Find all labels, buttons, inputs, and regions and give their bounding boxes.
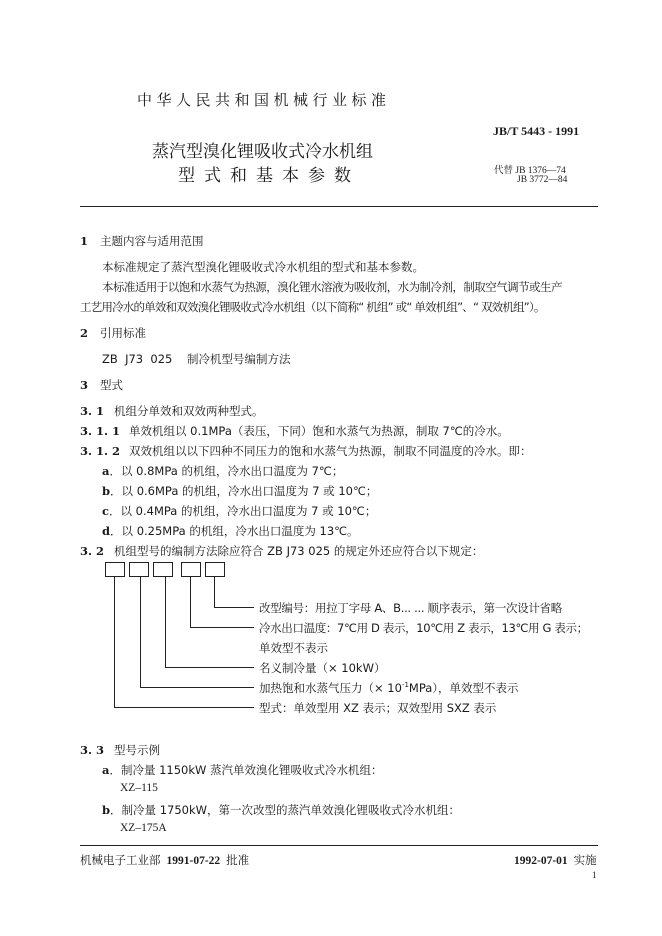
approval-info (80, 852, 249, 868)
document-title-line1: 蒸汽型溴化锂吸收式冷水机组 (152, 142, 373, 162)
section-2-heading (80, 325, 146, 341)
footer-divider (80, 845, 598, 846)
implementation-info (514, 852, 597, 868)
list-item-text: ．以 0.4MPa 的机组，冷水出口温度为 7 或 10℃； (109, 504, 377, 518)
example-text: ．制冷量 1150kW 蒸汽单效溴化锂吸收式冷水机组： (109, 763, 383, 777)
list-item-text: ．以 0.25MPa 的机组，冷水出口温度为 13℃。 (110, 524, 359, 538)
model-box-capacity (153, 562, 173, 577)
leader-line (114, 577, 115, 707)
clause-number: 3. 1. 2 (80, 444, 121, 458)
leader-line (140, 577, 141, 687)
replaces-standard-1: 代替 JB 1376—74 (494, 166, 566, 176)
leader-line (190, 627, 254, 628)
diagram-label-capacity: 名义制冷量（× 10kW） (259, 661, 386, 675)
list-item-label: d (102, 524, 111, 538)
leader-line (165, 667, 254, 668)
clause-number: 3. 3 (80, 743, 105, 757)
clause-text: 机组型号的编制方法除应符合 ZB J73 025 的规定外还应符合以下规定： (114, 544, 484, 558)
implementation-word: 实施 (573, 853, 597, 867)
clause-number: 3. 1. 1 (80, 424, 121, 438)
example-a-model: XZ–115 (120, 782, 158, 794)
list-item-label: a (102, 464, 110, 478)
diagram-label-modification: 改型编号：用拉丁字母 A、B... ... 顺序表示，第一次设计省略 (259, 601, 562, 615)
section-title: 型式 (100, 378, 124, 392)
pressure-label-exponent: -1 (401, 681, 409, 690)
list-item (102, 503, 376, 519)
standard-number: JB/T 5443 - 1991 (493, 124, 580, 138)
clause-3-1-1 (80, 423, 509, 439)
list-item (102, 483, 377, 499)
clause-3-1 (80, 403, 264, 419)
replaces-standard-2: JB 3772—84 (517, 175, 568, 185)
clause-3-1-2 (80, 443, 532, 459)
referenced-standard: ZB J73 025 制冷机型号编制方法 (102, 352, 291, 366)
leader-line (214, 607, 254, 608)
clause-text: 双效机组以以下四种不同压力的饱和水蒸气为热源，制取不同温度的冷水。即： (129, 444, 532, 458)
diagram-label-pressure (259, 680, 519, 696)
leader-line (214, 577, 215, 607)
example-b-model: XZ–175A (120, 822, 167, 834)
section-title: 主题内容与适用范围 (100, 234, 204, 248)
clause-number: 3. 1 (80, 404, 105, 418)
implementation-date: 1992-07-01 (514, 855, 568, 867)
model-box-modification (205, 562, 225, 577)
section-1-paragraph-2-line-1: 本标准适用于以饱和水蒸气为热源，溴化锂水溶液为吸收剂，水为制冷剂，制取空气调节或生产 (102, 280, 562, 294)
section-3-heading (80, 377, 123, 393)
clause-3-3 (80, 742, 160, 758)
example-text: ．制冷量 1750kW，第一次改型的蒸汽单效溴化锂吸收式冷水机组： (110, 803, 460, 817)
section-1-paragraph-1: 本标准规定了蒸汽型溴化锂吸收式冷水机组的型式和基本参数。 (102, 260, 424, 274)
issuer: 机械电子工业部 (80, 853, 161, 867)
issue-word: 批准 (226, 853, 250, 867)
model-box-pressure (129, 562, 149, 577)
leader-line (140, 687, 254, 688)
list-item (102, 523, 359, 539)
clause-3-2 (80, 543, 483, 559)
document-title-line2: 型式和基本参数 (178, 166, 360, 186)
section-number: 2 (80, 326, 89, 340)
page-number: 1 (592, 870, 597, 880)
leader-line (165, 577, 166, 667)
example-label: b (102, 803, 111, 817)
list-item-text: ．以 0.6MPa 的机组，冷水出口温度为 7 或 10℃； (110, 484, 378, 498)
industry-standard-heading: 中华人民共和国机械行业标准 (137, 91, 391, 109)
list-item-label: b (102, 484, 111, 498)
section-number: 3 (80, 378, 89, 392)
header-divider (80, 206, 598, 207)
list-item (102, 463, 343, 479)
pressure-label-suffix: MPa），单效型不表示 (408, 681, 519, 695)
example-b (102, 802, 460, 818)
diagram-label-type: 型式：单效型用 XZ 表示；双效型用 SXZ 表示 (259, 701, 497, 715)
example-label: a (102, 763, 110, 777)
issue-date: 1991-07-22 (166, 855, 221, 867)
leader-line (114, 707, 254, 708)
leader-line (190, 577, 191, 627)
example-a (102, 762, 383, 778)
section-title: 引用标准 (100, 326, 147, 340)
clause-text: 机组分单效和双效两种型式。 (114, 404, 264, 418)
clause-number: 3. 2 (80, 544, 105, 558)
section-1-heading (80, 233, 204, 249)
pressure-label-prefix: 加热饱和水蒸气压力（× 10 (259, 681, 402, 695)
section-number: 1 (80, 234, 89, 248)
diagram-label-outlet-temperature-note: 单效型不表示 (259, 641, 328, 655)
list-item-label: c (102, 504, 110, 518)
model-box-temperature (181, 562, 201, 577)
model-box-type (105, 562, 125, 577)
list-item-text: ．以 0.8MPa 的机组，冷水出口温度为 7℃； (109, 464, 344, 478)
clause-text: 单效机组以 0.1MPa（表压，下同）饱和水蒸气为热源，制取 7℃的冷水。 (129, 424, 509, 438)
clause-title: 型号示例 (114, 743, 161, 757)
section-1-paragraph-2-line-2: 工艺用冷水的单效和双效溴化锂吸收式冷水机组（以下简称“ 机组” 或“ 单效机组”、“ 双效机组”）。 (80, 300, 545, 314)
diagram-label-outlet-temperature: 冷水出口温度：7℃用 D 表示，10℃用 Z 表示，13℃用 G 表示； (259, 621, 588, 635)
